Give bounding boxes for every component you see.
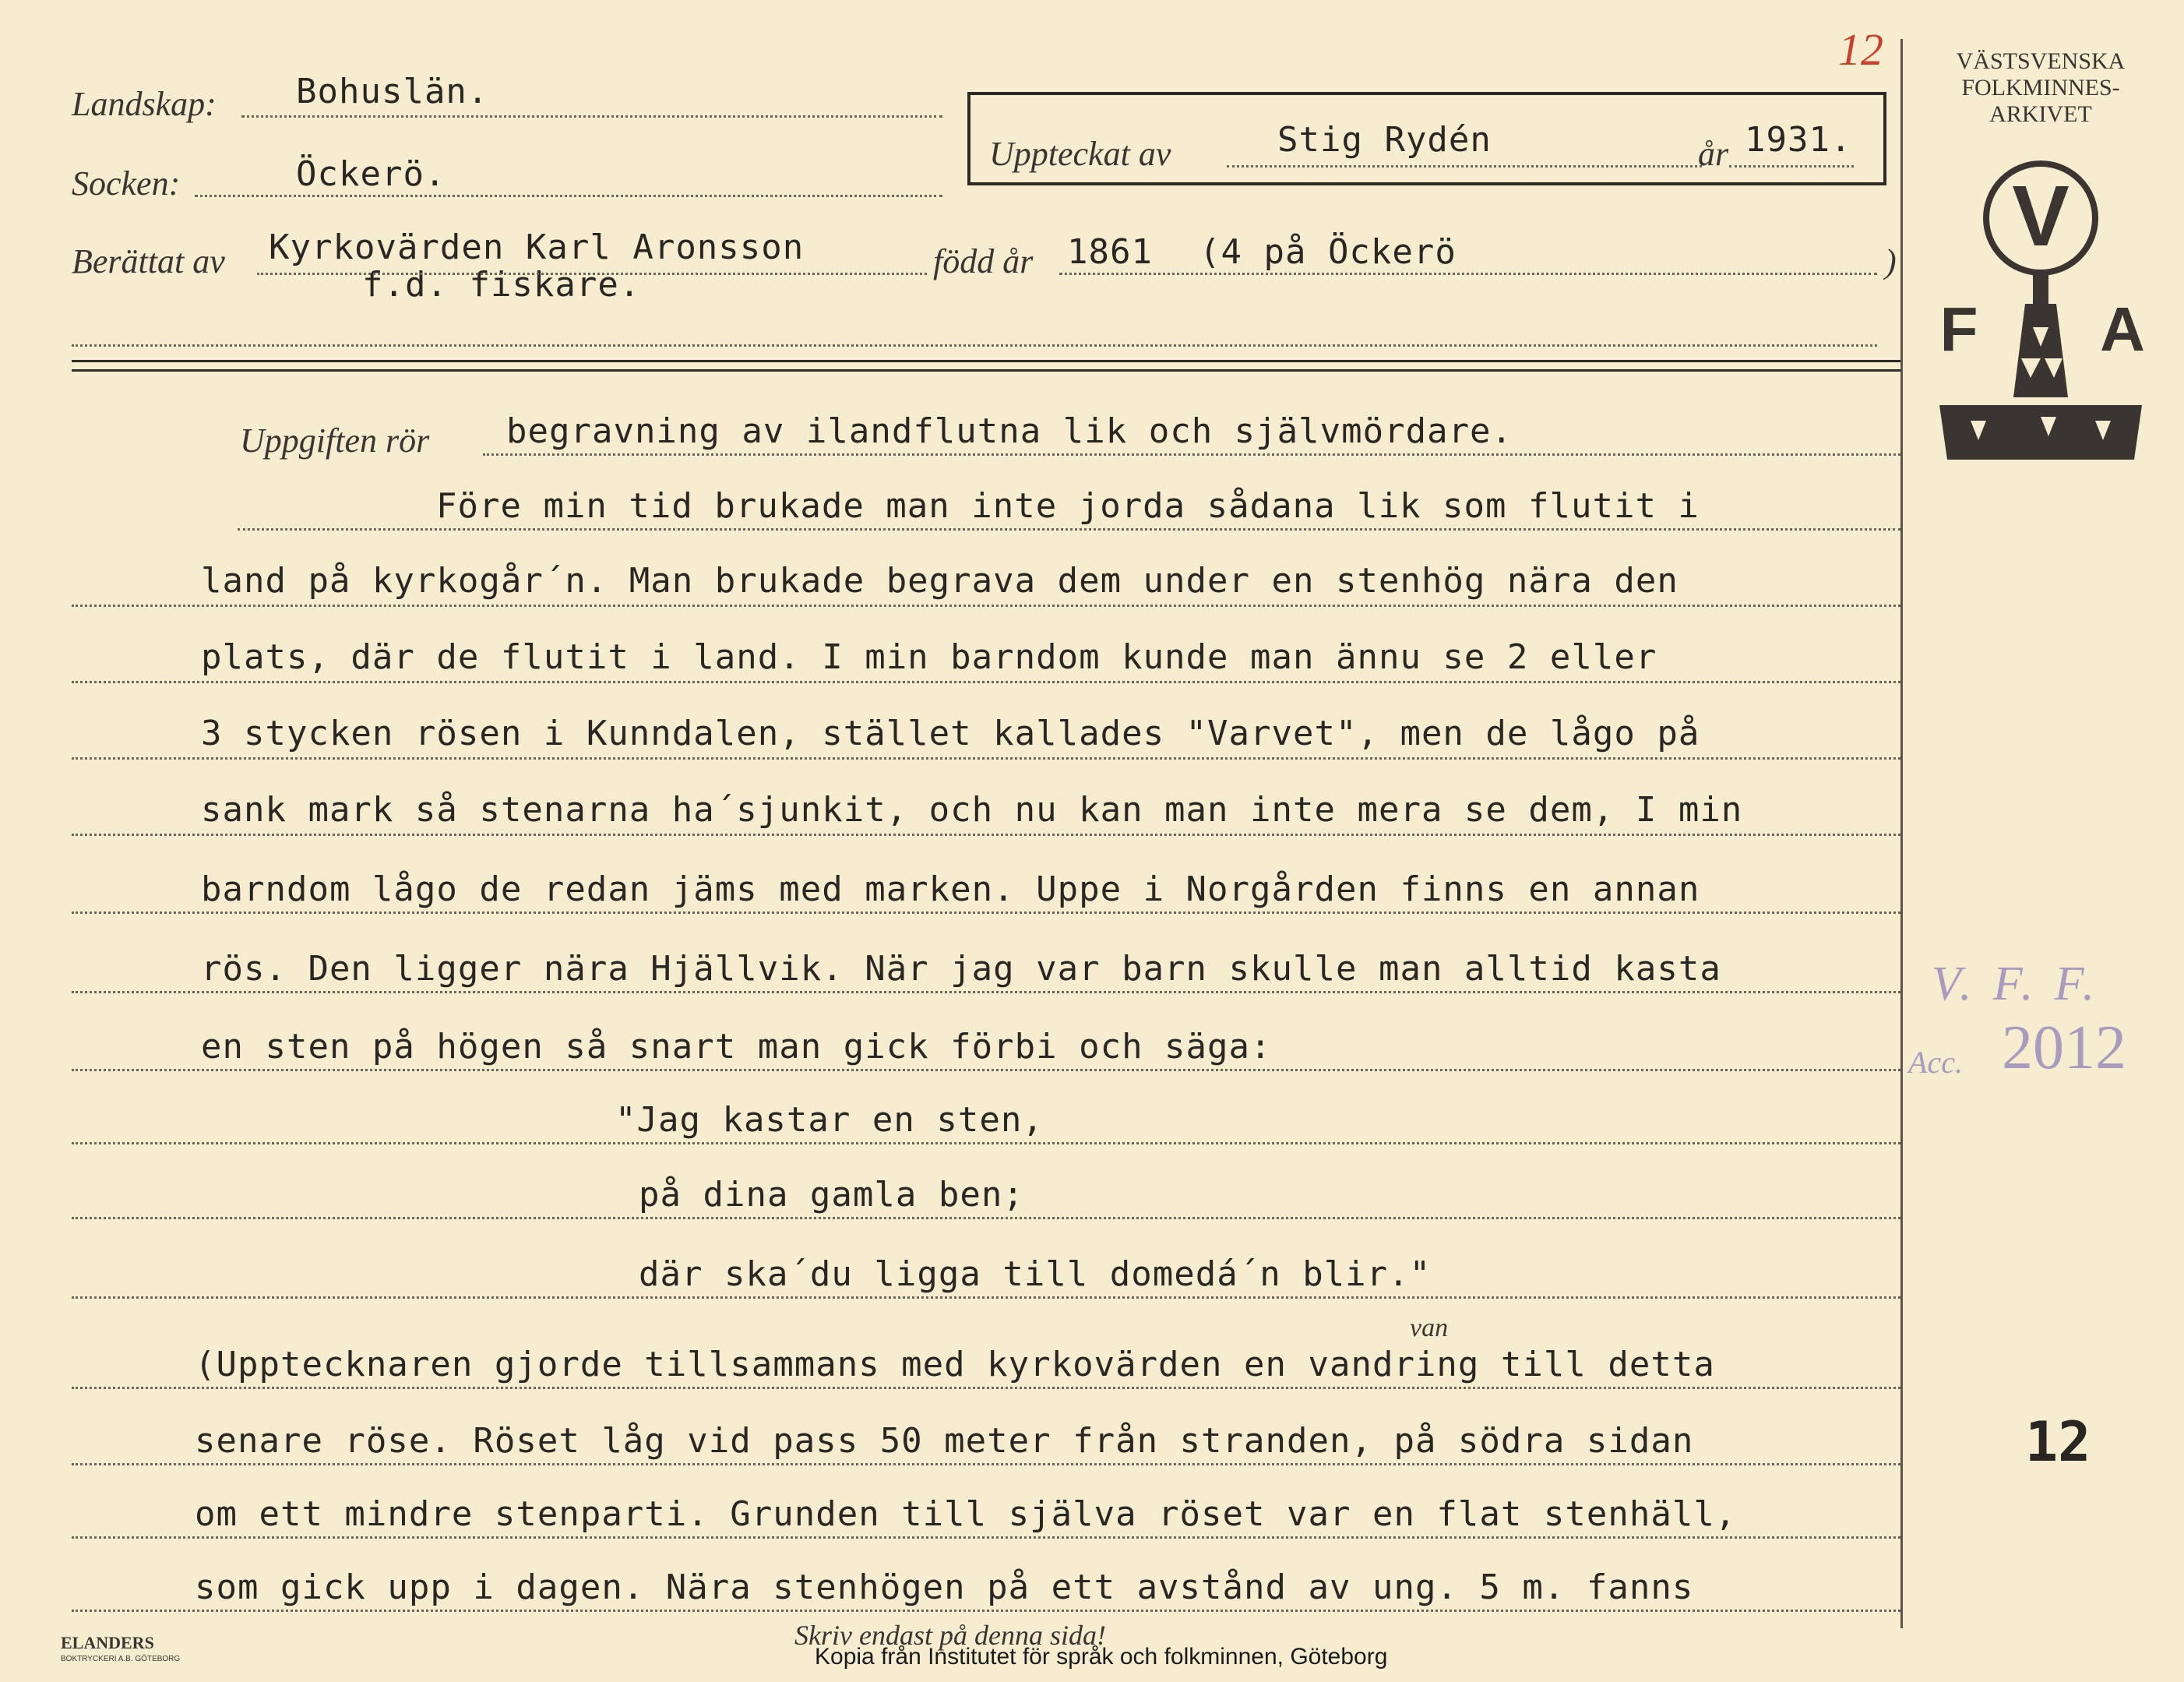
subject-label: Uppgiften rör [240,421,430,460]
logo-letter-a: A [2100,294,2145,364]
archive-line-3: ARKIVET [1989,101,2092,127]
rule-3 [72,681,1900,683]
copy-note: Kopia från Institutet för språk och folkminnen, Göteborg [815,1644,1388,1670]
rule-15 [72,1610,1900,1612]
verse-line-2: på dina gamla ben; [639,1175,1024,1215]
body-line-8: en sten på högen så snart man gick förbi och säga: [201,1027,1272,1067]
berattat-value-2: f.d. fiskare. [362,265,641,305]
fodd-close: ) [1885,242,1897,280]
note-line-3: om ett mindre stenparti. Grunden till själva röset var en flat stenhäll, [195,1494,1737,1534]
note-line-4: som gick upp i dagen. Nära stenhögen på ett avstånd av ung. 5 m. fanns [195,1567,1694,1607]
stamp-line-1: V. F. F. [1932,957,2100,1010]
subject-value: begravning av ilandflutna lik och självmördare. [506,411,1513,451]
body-line-7: rös. Den ligger nära Hjällvik. När jag var barn skulle man alltid kasta [201,949,1721,989]
archive-line-2: FOLKMINNES- [1961,75,2120,100]
ar-line [1729,165,1854,167]
subject-line [483,453,1900,456]
landskap-value: Bohuslän. [296,72,489,111]
rule-8 [72,1069,1900,1071]
rule-5 [72,834,1900,836]
rule-2 [72,605,1900,607]
double-rule-top [72,360,1900,362]
rule-1 [238,528,1900,531]
uppteckat-line [1227,165,1702,167]
rule-4 [72,757,1900,760]
body-line-4: 3 stycken rösen i Kunndalen, stället kallades "Varvet", men de lågo på [201,714,1700,753]
berattat-line [257,273,927,275]
logo-letter-v: V [2012,168,2070,264]
archive-line-1: VÄSTSVENSKA [1956,48,2126,74]
body-line-1: Före min tid brukade man inte jorda sådana lik som flutit i [436,486,1700,526]
margin-number: 12 [2025,1410,2091,1474]
fodd-place: (4 på Öckerö [1199,232,1457,272]
double-rule-bottom [72,369,1900,372]
berattat-value: Kyrkovärden Karl Aronsson [269,227,805,267]
stamp-number: 2012 [2002,1014,2126,1082]
vfa-hammer-logo-icon [1924,156,2158,467]
ar-label: år [1698,135,1729,173]
fodd-label: född år [933,242,1034,280]
rule-12 [72,1387,1900,1389]
blank-line [72,344,1877,347]
rule-10 [72,1217,1900,1219]
rule-7 [72,991,1900,993]
printer-mark: ELANDERS [61,1633,154,1652]
margin-rule [1900,39,1903,1628]
note-line-1: (Upptecknaren gjorde tillsammans med kyrkovärden en vandring till detta [195,1345,1715,1384]
rule-9 [72,1142,1900,1144]
body-line-3: plats, där de flutit i land. I min barndom kunde man ännu se 2 eller [201,637,1657,677]
uppteckat-label: Uppteckat av [989,135,1171,173]
archive-name [1908,48,2173,128]
handwritten-insertion: van [1410,1314,1449,1342]
rule-14 [72,1536,1900,1539]
ar-value: 1931. [1745,120,1852,160]
verse-line-1: "Jag kastar en sten, [615,1100,1044,1140]
socken-line [195,195,942,197]
printer-sub: BOKTRYCKERI A.B. GÖTEBORG [61,1655,181,1663]
landskap-line [241,115,942,118]
rule-11 [72,1296,1900,1299]
rule-6 [72,912,1900,914]
logo-letter-f: F [1939,294,1978,364]
fodd-line [1059,273,1877,275]
socken-value: Öckerö. [296,154,446,194]
berattat-label: Berättat av [72,242,225,280]
uppteckat-value: Stig Rydén [1277,120,1492,160]
rule-13 [72,1463,1900,1465]
handwritten-page-number: 12 [1838,24,1883,75]
stamp-prefix: Acc. [1908,1045,1963,1080]
footer-instruction: Skriv endast på denna sida! [794,1620,1106,1651]
socken-label: Socken: [72,164,181,203]
note-line-2: senare röse. Röset låg vid pass 50 meter från stranden, på södra sidan [195,1421,1694,1461]
body-line-5: sank mark så stenarna ha´sjunkit, och nu kan man inte mera se dem, I min [201,790,1743,830]
fodd-value: 1861 [1067,232,1153,272]
body-line-6: barndom lågo de redan jäms med marken. Uppe i Norgården finns en annan [201,869,1700,909]
verse-line-3: där ska´du ligga till domedá´n blir." [639,1254,1432,1294]
body-line-2: land på kyrkogår´n. Man brukade begrava dem under en stenhög nära den [201,561,1679,601]
landskap-label: Landskap: [72,85,217,123]
